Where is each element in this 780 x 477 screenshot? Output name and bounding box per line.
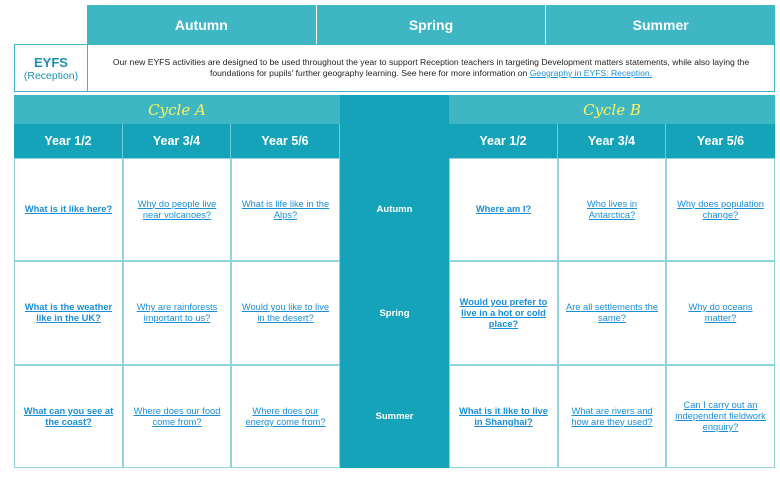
cycle-a-header: Cycle A (14, 95, 340, 124)
eyfs-title: EYFS (34, 54, 68, 70)
year-header-b-5-6: Year 5/6 (666, 124, 775, 158)
topic-link[interactable]: Where am I? (475, 204, 532, 214)
season-header-summer: Summer (546, 5, 775, 44)
topic-link[interactable]: Why does population change? (677, 198, 764, 220)
topic-cell (14, 365, 123, 468)
year-header-b-1-2: Year 1/2 (449, 124, 558, 158)
year-header-a-5-6: Year 5/6 (231, 124, 340, 158)
topic-cell (558, 261, 666, 365)
topic-cell (231, 158, 340, 261)
topic-link[interactable]: Why do oceans matter? (688, 302, 753, 323)
topic-link[interactable]: Can I carry out an independent fieldwork enquiry? (675, 400, 766, 432)
topic-cell (14, 261, 123, 365)
year-header-b-3-4: Year 3/4 (558, 124, 666, 158)
topic-link[interactable]: Would you prefer to live in a hot or cold place? (459, 296, 548, 329)
topic-cell (666, 261, 775, 365)
eyfs-link[interactable]: Geography in EYFS: Reception. (529, 68, 653, 78)
topic-cell (558, 158, 666, 261)
season-header-spring: Spring (317, 5, 547, 44)
season-header-autumn: Autumn (87, 5, 317, 44)
curriculum-grid (14, 95, 775, 468)
topic-cell (123, 261, 231, 365)
season-header-row (87, 5, 775, 44)
eyfs-subtitle: (Reception) (23, 69, 79, 82)
topic-link[interactable]: Who lives in Antarctica? (586, 198, 638, 220)
topic-link[interactable]: What is it like to live in Shanghai? (459, 405, 548, 427)
row-label-summer: Summer (375, 411, 414, 422)
topic-cell (449, 365, 558, 468)
eyfs-description (88, 45, 774, 91)
topic-link[interactable]: Where does our energy come from? (245, 405, 326, 427)
topic-link[interactable]: What is life like in the Alps? (241, 198, 330, 220)
topic-link[interactable]: Why are rainforests important to us? (136, 302, 218, 323)
topic-cell (231, 261, 340, 365)
row-label-autumn: Autumn (376, 204, 413, 215)
topic-link[interactable]: What is it like here? (24, 204, 113, 214)
topic-cell (123, 158, 231, 261)
topic-cell (123, 365, 231, 468)
topic-link[interactable]: Why do people live near volcanoes? (137, 198, 217, 220)
topic-link[interactable]: What are rivers and how are they used? (571, 405, 653, 427)
year-header-a-3-4: Year 3/4 (123, 124, 231, 158)
cycle-b-header: Cycle B (449, 95, 775, 124)
topic-link[interactable]: Would you like to live in the desert? (241, 302, 330, 323)
topic-cell (231, 365, 340, 468)
topic-link[interactable]: What can you see at the coast? (23, 405, 114, 427)
row-label-spring: Spring (379, 307, 410, 319)
topic-cell (449, 158, 558, 261)
eyfs-label (15, 45, 88, 91)
topic-cell (449, 261, 558, 365)
topic-cell (558, 365, 666, 468)
topic-cell (666, 365, 775, 468)
year-header-a-1-2: Year 1/2 (14, 124, 123, 158)
topic-cell (666, 158, 775, 261)
topic-link[interactable]: Are all settlements the same? (566, 302, 658, 323)
topic-link[interactable]: Where does our food come from? (133, 405, 221, 427)
eyfs-row (14, 44, 775, 92)
topic-cell (14, 158, 123, 261)
topic-link[interactable]: What is the weather like in the UK? (24, 302, 113, 323)
eyfs-description-text: Our new EYFS activities are designed to be used throughout the year to support Reception teachers in targeting Development matters statements, while also laying the foundations for pupils' further geography learning. See here for more information on (112, 56, 750, 78)
